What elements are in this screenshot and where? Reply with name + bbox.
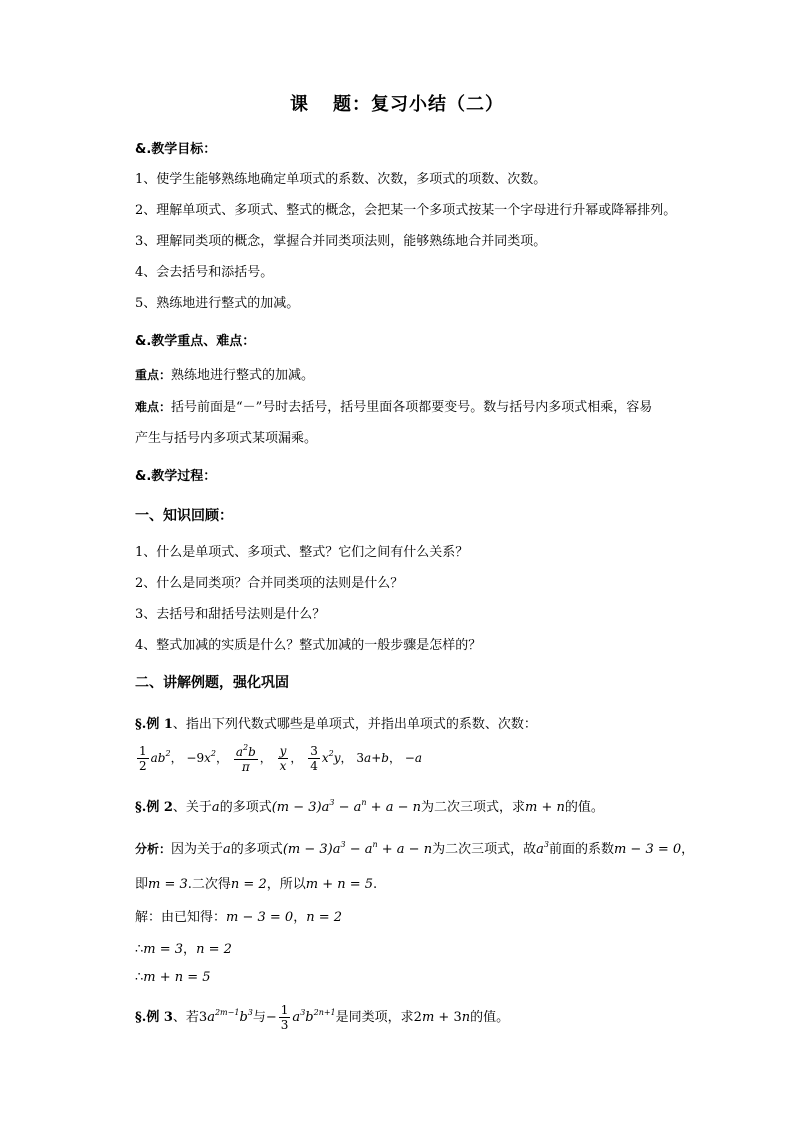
- review-question: 2、什么是同类项？合并同类项的法则是什么？: [135, 576, 404, 591]
- review-question: 1、什么是单项式、多项式、整式？它们之间有什么关系？: [135, 545, 469, 560]
- focus-line: [135, 364, 314, 383]
- example-1-text: 、指出下列代数式哪些是单项式，并指出单项式的系数、次数：: [172, 717, 537, 732]
- analysis-label: 分析：: [135, 842, 172, 856]
- example-1: [135, 713, 537, 732]
- example-2-label: §.例 2: [135, 800, 173, 815]
- goal-item: 2、理解单项式、多项式、整式的概念，会把某一个多项式按某一个字母进行升幂或降幂排列。: [135, 203, 677, 218]
- solution-line-1: 解：由已知得：m − 3 = 0，n = 2: [135, 910, 343, 925]
- goal-item: 1、使学生能够熟练地确定单项式的系数、次数，多项式的项数、次数。: [135, 172, 547, 187]
- difficulty-label: 难点：: [135, 400, 172, 414]
- example-1-expressions: $\frac{1}{2}$ $ab^2$， $-9x^2$， $\frac{a^2b}{\pi}$ ， $\frac{y}{x}$ ， $\frac{3}{4}$ $x^2y$， 3a+b， −a: [139, 743, 422, 774]
- goals-heading: &.教学目标：: [135, 142, 217, 157]
- example-2: §.例 2、关于a的多项式$(m - 3)a^3 - a^n + a - n$为二次三项式，求m + n的值。: [135, 798, 604, 815]
- process-heading: &.教学过程：: [135, 469, 217, 484]
- example-3-label: §.例 3: [135, 1010, 173, 1025]
- example-3: §.例 3、若$3a^{2m-1}b^3$与− $\frac{1}{3}$ $a^3b^{2n+1}$是同类项，求2m + 3n的值。: [135, 1003, 510, 1032]
- focus-label: 重点：: [135, 368, 172, 382]
- goal-item: 5、熟练地进行整式的加减。: [135, 296, 300, 311]
- examples-heading: 二、讲解例题，强化巩固: [135, 675, 289, 691]
- review-heading: 一、知识回顾：: [135, 508, 233, 524]
- analysis-line-2: 即m = 3.二次得n = 2，所以m + n = 5.: [135, 877, 378, 892]
- title-label: 课: [290, 94, 309, 115]
- review-question: 4、整式加减的实质是什么？整式加减的一般步骤是怎样的？: [135, 638, 482, 653]
- goal-item: 3、理解同类项的概念，掌握合并同类项法则，能够熟练地合并同类项。: [135, 234, 547, 249]
- goal-item: 4、会去括号和添括号。: [135, 265, 274, 280]
- focus-text: 熟练地进行整式的加减。: [171, 368, 315, 383]
- difficulty-line-2: 产生与括号内多项式某项漏乘。: [135, 431, 318, 446]
- difficulty-line: [135, 396, 652, 415]
- difficulty-text: 括号前面是“－”号时去括号，括号里面各项都要变号。数与括号内多项式相乘，容易: [171, 400, 653, 415]
- analysis-line-1: 分析：因为关于a的多项式$(m - 3)a^3 - a^n + a - n$为二次三项式，故$a^3$前面的系数m − 3 = 0，: [135, 840, 695, 857]
- review-question: 3、去括号和甜括号法则是什么？: [135, 607, 326, 622]
- example-1-label: §.例 1: [135, 717, 173, 732]
- keypoints-heading: &.教学重点、难点：: [135, 334, 256, 349]
- solution-line-2: ∴m = 3，n = 2: [135, 942, 232, 957]
- solution-line-3: ∴m + n = 5: [135, 970, 211, 985]
- title-text: 题：复习小结（二）: [333, 94, 504, 115]
- page-title: [0, 90, 794, 116]
